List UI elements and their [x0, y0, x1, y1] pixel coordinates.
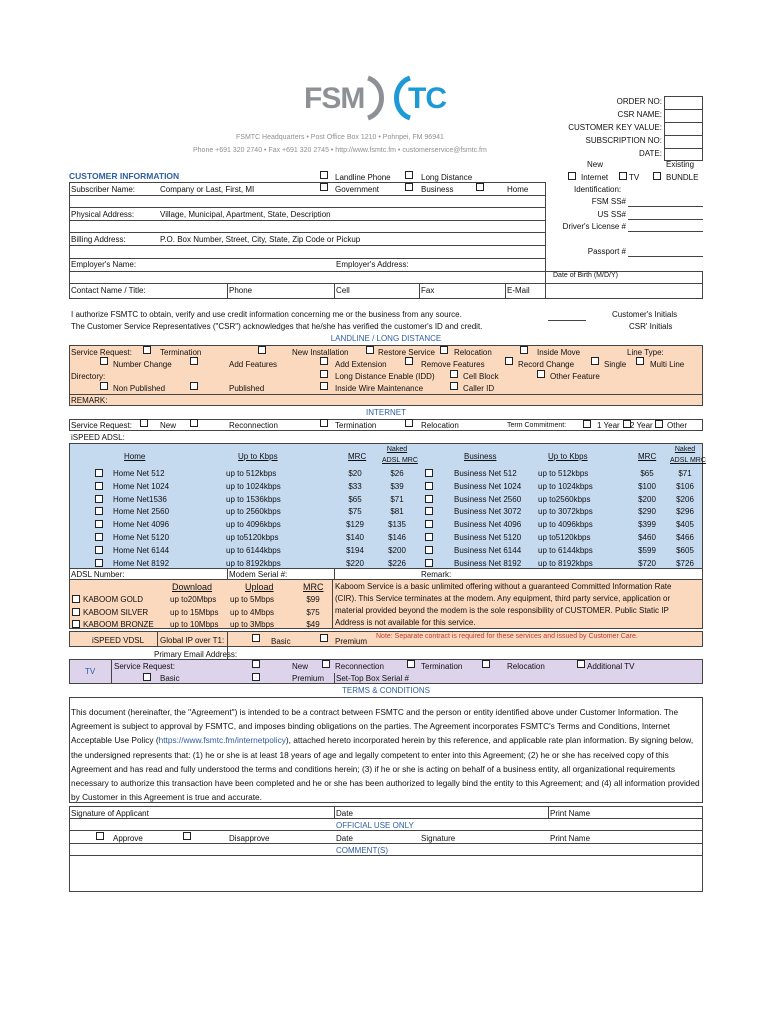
non-published-label: Non Published	[113, 384, 166, 393]
cell-label: Cell	[336, 286, 350, 295]
business-plan-naked: $466	[676, 533, 694, 542]
csr-initials-label: CSR' Initials	[629, 322, 673, 331]
business-plan-speed: up to 1024kbps	[538, 481, 593, 491]
terms-title: TERMS & CONDITIONS	[341, 686, 430, 695]
csr-ack-text: The Customer Service Representatives ("CSR") acknowledges that he/she has verified the customer's ID and credit.	[71, 322, 483, 331]
home-plan-speed: up to 1536kbps	[226, 494, 281, 504]
kaboom-plan-upload: up to 5Mbps	[230, 595, 275, 604]
kaboom-note-3: material provided beyond the modem is the sole responsibility of CUSTOMER. Public Static IP	[335, 606, 669, 615]
kaboom-plan-mrc: $49	[306, 620, 320, 629]
business-plan-name: Business Net 5120	[454, 533, 522, 542]
home-plan-speed: up to 1024kbps	[226, 481, 281, 491]
landline-phone-label: Landline Phone	[335, 173, 391, 182]
email-label: E-Mail	[507, 286, 530, 295]
tv-premium-checkbox[interactable]	[252, 673, 260, 681]
one-year-checkbox[interactable]	[583, 420, 591, 428]
kaboom-plan-download: up to 15Mbps	[170, 607, 219, 617]
one-year-label: 1 Year	[597, 421, 620, 430]
internet-reconnection-label: Reconnection	[229, 421, 278, 430]
home-plan-checkbox[interactable]	[95, 469, 103, 477]
home-plan-mrc: $194	[346, 545, 364, 555]
home-plan-naked: $71	[390, 494, 404, 504]
add-features-checkbox[interactable]	[190, 357, 198, 365]
csr-name-label: CSR NAME:	[617, 110, 662, 119]
home-plan-name: Home Net 2560	[113, 507, 170, 517]
multi-line-label: Multi Line	[650, 360, 685, 369]
record-change-checkbox[interactable]	[505, 357, 513, 365]
add-extension-checkbox[interactable]	[320, 357, 328, 365]
landline-remark-label: REMARK:	[71, 396, 108, 405]
billing-address-field[interactable]: P.O. Box Number, Street, City, State, Zip Code or Pickup	[160, 235, 361, 244]
home-plan-naked: $26	[390, 469, 404, 478]
business-plan-speed: up to 4096kbps	[538, 520, 593, 530]
business-label: Business	[421, 185, 454, 194]
inside-move-checkbox[interactable]	[520, 346, 528, 354]
disapprove-checkbox[interactable]	[183, 832, 191, 840]
ld-enable-label: Long Distance Enable (IDD)	[335, 372, 435, 381]
approve-label: Approve	[113, 834, 143, 843]
inside-wire-checkbox[interactable]	[320, 382, 328, 390]
signature-date-label: Date	[336, 809, 353, 818]
landline-phone-checkbox[interactable]	[320, 171, 328, 179]
line-type-label: Line Type:	[627, 348, 664, 357]
kaboom-download-header: Download	[172, 582, 213, 592]
home-naked-header-1: Naked	[386, 446, 408, 453]
additional-tv-checkbox[interactable]	[577, 660, 585, 668]
internet-new-checkbox[interactable]	[140, 419, 148, 427]
home-plan-name: Home Net 512	[113, 469, 165, 478]
terms-text-part-2: ), attached hereto incorporated herein by this reference, and applicable rate plan information. By signing below, the undersigned represents that: (1) he or she is at least 18 years of age and legally competent to enter into this Agreement; (2) he or she has received copy of this Agreement and has read and fully understood the terms and conditions herein; (3) if he or she is acting on behalf of a business entity, all organizational requirements necessary to authorize this transaction have been completed and he or she has been authorized to legally bind the entity to this Agreement; and (4) all information provided by Customer in this Agreement is true and accurate.	[71, 735, 700, 803]
settop-label: Set-Top Box Serial #	[336, 674, 409, 683]
disapprove-label: Disapprove	[229, 834, 270, 843]
tv-service-request-label: Service Request:	[114, 662, 175, 671]
home-plan-naked: $226	[388, 558, 406, 568]
internet-termination-label: Termination	[335, 421, 377, 430]
home-plan-checkbox[interactable]	[95, 559, 103, 567]
order-existing: Existing	[666, 160, 695, 169]
other-term-label: Other	[667, 421, 688, 430]
home-plan-naked: $39	[390, 481, 404, 491]
landline-remark-row[interactable]	[69, 395, 703, 406]
business-plan-speed: up to 6144kbps	[538, 545, 593, 555]
home-naked-header-2: ADSL MRC	[382, 457, 418, 464]
business-plan-speed: up to5120kbps	[538, 533, 591, 542]
business-plan-mrc: $290	[638, 507, 656, 517]
home-plan-name: Home Net 5120	[113, 533, 170, 542]
business-plan-speed: up to 512kbps	[538, 469, 589, 478]
business-plan-checkbox[interactable]	[425, 520, 433, 528]
landline-termination-checkbox[interactable]	[143, 346, 151, 354]
home-plan-checkbox[interactable]	[95, 482, 103, 490]
kaboom-mrc-header: MRC	[303, 582, 324, 592]
tv-reconnection-label: Reconnection	[335, 662, 384, 671]
add-extension-label: Add Extension	[335, 360, 387, 369]
home-plan-naked: $135	[388, 520, 406, 530]
identification-label: Identification:	[574, 185, 622, 194]
contact-name-label: Contact Name / Title:	[71, 286, 146, 295]
business-plan-naked: $206	[676, 494, 694, 504]
record-change-label: Record Change	[518, 360, 575, 369]
tv-premium-label: Premium	[292, 674, 325, 683]
logo-text-left: FSM	[304, 82, 365, 115]
tv-termination-checkbox[interactable]	[407, 660, 415, 668]
other-feature-label: Other Feature	[550, 372, 600, 381]
kaboom-note-1: Kaboom Service is a basic unlimited offering without a guaranteed Committed Information Rate	[335, 582, 672, 591]
customer-key-label: CUSTOMER KEY VALUE:	[568, 123, 662, 132]
business-plan-naked: $71	[678, 469, 692, 478]
business-plan-mrc: $720	[638, 558, 656, 568]
company-contact: Phone +691 320 2740 • Fax +691 320 2745 • http://www.fsmtc.fm • customerservice@fsmtc.fm	[193, 147, 487, 154]
official-signature-label: Signature	[421, 834, 456, 843]
non-published-checkbox[interactable]	[100, 382, 108, 390]
kaboom-plan-upload: up to 4Mbps	[230, 607, 275, 617]
signature-print-name-label: Print Name	[550, 809, 591, 818]
published-checkbox[interactable]	[190, 382, 198, 390]
tv-checkbox[interactable]	[619, 172, 627, 180]
bundle-checkbox[interactable]	[653, 172, 661, 180]
home-plan-naked: $200	[388, 545, 406, 555]
dob-label: Date of Birth (M/D/Y)	[553, 272, 618, 279]
tv-new-checkbox[interactable]	[252, 660, 260, 668]
home-plan-mrc: $33	[348, 481, 362, 491]
home-plan-name: Home Net 4096	[113, 520, 170, 530]
home-plan-mrc: $220	[346, 558, 364, 568]
vdsl-note: Note: Separate contract is required for these services and issued by Customer Care.	[376, 633, 638, 640]
home-plan-speed: up to 6144kbps	[226, 545, 281, 555]
tv-new-label: New	[292, 662, 309, 671]
business-plan-name: Business Net 6144	[454, 545, 522, 555]
business-plan-name: Business Net 4096	[454, 520, 522, 530]
caller-id-checkbox[interactable]	[450, 382, 458, 390]
home-plan-name: Home Net 6144	[113, 545, 170, 555]
terms-text-part-1: This document (hereinafter, the "Agreement") is intended to be a contract between FSMTC and the person or entity identified above under Customer Information. The Agreement is subject to approval by FSMTC, and imposes binding obligations on the parties. The Agreement incorporates FSMTC's Terms and Conditions, Internet Acceptable Use Policy (	[71, 707, 679, 746]
tv-label: TV	[85, 667, 96, 676]
home-plan-speed: up to5120kbps	[226, 533, 279, 542]
logo-text-right: TC	[408, 82, 446, 115]
billing-address-label: Billing Address:	[71, 235, 126, 244]
add-features-label: Add Features	[229, 360, 278, 369]
customer-info-title: CUSTOMER INFORMATION	[69, 171, 180, 181]
home-mrc-header: MRC	[348, 452, 367, 461]
home-plan-name: Home Net 1024	[113, 481, 170, 491]
business-plan-mrc: $200	[638, 494, 656, 504]
bundle-label: BUNDLE	[666, 173, 699, 182]
home-upto-header: Up to Kbps	[238, 452, 278, 461]
business-plan-mrc: $100	[638, 481, 656, 491]
subscriber-name-field[interactable]: Company or Last, First, MI	[160, 185, 255, 194]
internet-label: Internet	[581, 173, 609, 182]
restore-service-checkbox[interactable]	[366, 346, 374, 354]
business-plan-speed: up to2560kbps	[538, 494, 591, 504]
kaboom-upload-header: Upload	[245, 582, 274, 592]
kaboom-note-2: (CIR). This Service terminates at the modem. Any equipment, third party service, application or	[335, 594, 671, 603]
home-plan-speed: up to 8192kbps	[226, 558, 281, 568]
business-plan-checkbox[interactable]	[425, 469, 433, 477]
home-plan-speed: up to 512kbps	[226, 469, 277, 478]
adsl-number-row	[69, 569, 703, 580]
kaboom-plan-download: up to 10Mbps	[170, 620, 219, 629]
vdsl-premium-label: Premium	[335, 637, 368, 646]
ld-enable-checkbox[interactable]	[320, 370, 328, 378]
company-address: FSMTC Headquarters • Post Office Box 1210 • Pohnpei, FM 96941	[236, 134, 444, 141]
business-plan-speed: up to 3072kbps	[538, 507, 593, 517]
employer-name-label: Employer's Name:	[71, 260, 137, 269]
business-plan-naked: $405	[676, 520, 694, 530]
official-date-label: Date	[336, 834, 353, 843]
business-upto-header: Up to Kbps	[548, 452, 588, 461]
home-plan-checkbox[interactable]	[95, 546, 103, 554]
landline-service-request-label: Service Request:	[71, 348, 132, 357]
government-label: Government	[335, 185, 380, 194]
internet-checkbox[interactable]	[568, 172, 576, 180]
landline-relocation-label: Relocation	[454, 348, 492, 357]
cell-block-label: Cell Block	[463, 372, 499, 381]
internet-reconnection-checkbox[interactable]	[190, 419, 198, 427]
internet-relocation-label: Relocation	[421, 421, 459, 430]
modem-serial-label: Modem Serial #:	[229, 570, 288, 579]
long-distance-label: Long Distance	[421, 173, 473, 182]
business-plan-checkbox[interactable]	[425, 533, 433, 541]
home-plan-mrc: $75	[348, 507, 362, 517]
order-new: New	[587, 160, 604, 169]
other-feature-checkbox[interactable]	[537, 370, 545, 378]
published-label: Published	[229, 384, 265, 393]
home-header: Home	[124, 452, 146, 461]
kaboom-plan-mrc: $75	[306, 607, 320, 617]
ispeed-vdsl-label: iSPEED VDSL	[92, 636, 145, 645]
kaboom-plan-checkbox[interactable]	[72, 608, 80, 616]
landline-section-title: LANDLINE / LONG DISTANCE	[330, 334, 442, 343]
internet-relocation-checkbox[interactable]	[405, 419, 413, 427]
fsm-ss-label: FSM SS#	[591, 197, 626, 206]
landline-relocation-checkbox[interactable]	[440, 346, 448, 354]
business-plan-naked: $296	[676, 507, 694, 517]
business-naked-header-1: Naked	[674, 446, 696, 453]
internet-new-label: New	[160, 421, 177, 430]
single-line-label: Single	[604, 360, 627, 369]
business-plan-name: Business Net 512	[454, 469, 517, 478]
drivers-license-label: Driver's License #	[562, 222, 626, 231]
business-plan-name: Business Net 2560	[454, 494, 522, 504]
vdsl-basic-label: Basic	[271, 637, 291, 646]
official-print-name-label: Print Name	[550, 834, 591, 843]
business-plan-checkbox[interactable]	[425, 546, 433, 554]
internet-termination-checkbox[interactable]	[320, 419, 328, 427]
ispeed-adsl-label: iSPEED ADSL:	[71, 433, 125, 442]
business-plan-mrc: $599	[638, 545, 656, 555]
long-distance-checkbox[interactable]	[405, 171, 413, 179]
remove-features-label: Remove Features	[421, 360, 485, 369]
logo	[304, 72, 464, 122]
physical-address-field[interactable]: Village, Municipal, Apartment, State, Description	[160, 210, 331, 219]
kaboom-plan-download: up to20Mbps	[170, 595, 217, 604]
internet-remark-label: Remark:	[421, 570, 452, 579]
internet-section-title: INTERNET	[366, 408, 406, 417]
home-plan-naked: $146	[388, 533, 406, 542]
kaboom-plan-name: KABOOM SILVER	[83, 607, 149, 617]
two-year-label: 2 Year	[630, 421, 653, 430]
business-plan-naked: $605	[676, 545, 694, 555]
home-label: Home	[507, 185, 529, 194]
signature-applicant-label: Signature of Applicant	[71, 809, 149, 818]
business-mrc-header: MRC	[638, 452, 657, 461]
cell-block-checkbox[interactable]	[450, 370, 458, 378]
inside-move-label: Inside Move	[537, 348, 581, 357]
vdsl-basic-checkbox[interactable]	[252, 634, 260, 642]
business-plan-checkbox[interactable]	[425, 507, 433, 515]
restore-service-label: Restore Service	[378, 348, 435, 357]
home-plan-speed: up to 2560kbps	[226, 507, 281, 517]
kaboom-plan-upload: up to 3Mbps	[230, 620, 275, 629]
vdsl-premium-checkbox[interactable]	[320, 634, 328, 642]
order-no-label: ORDER NO:	[616, 97, 662, 106]
kaboom-note-4: Address is not available for this service.	[335, 618, 476, 627]
business-plan-naked: $726	[676, 558, 694, 568]
business-naked-header-2: ADSL MRC	[670, 457, 706, 464]
us-ss-label: US SS#	[597, 210, 626, 219]
landline-new-install-checkbox[interactable]	[258, 346, 266, 354]
passport-label: Passport #	[587, 247, 626, 256]
home-plan-name: Home Net1536	[113, 494, 167, 504]
home-plan-naked: $81	[390, 507, 404, 517]
kaboom-plan-checkbox[interactable]	[72, 620, 80, 628]
business-plan-checkbox[interactable]	[425, 482, 433, 490]
business-plan-name: Business Net 1024	[454, 481, 522, 491]
home-plan-checkbox[interactable]	[95, 533, 103, 541]
single-line-checkbox[interactable]	[591, 357, 599, 365]
business-plan-name: Business Net 3072	[454, 507, 522, 517]
adsl-number-label: ADSL Number:	[71, 570, 125, 579]
home-plan-name: Home Net 8192	[113, 558, 170, 568]
home-plan-mrc: $129	[346, 520, 364, 530]
business-plan-checkbox[interactable]	[425, 559, 433, 567]
business-plan-checkbox[interactable]	[425, 495, 433, 503]
directory-label: Directory:	[71, 372, 106, 381]
kaboom-plan-mrc: $99	[306, 595, 320, 604]
home-plan-mrc: $65	[348, 494, 362, 504]
business-plan-mrc: $65	[640, 469, 654, 478]
home-plan-checkbox[interactable]	[95, 520, 103, 528]
tv-reconnection-checkbox[interactable]	[322, 660, 330, 668]
multi-line-checkbox[interactable]	[636, 357, 644, 365]
kaboom-plan-name: KABOOM GOLD	[83, 595, 144, 604]
internet-service-request-label: Service Request:	[71, 421, 132, 430]
subscriber-name-label: Subscriber Name:	[71, 185, 136, 194]
fax-label: Fax	[421, 286, 435, 295]
employer-address-label: Employer's Address:	[336, 260, 409, 269]
terms-text	[71, 705, 701, 804]
business-plan-name: Business Net 8192	[454, 558, 522, 568]
remove-features-checkbox[interactable]	[405, 357, 413, 365]
number-change-label: Number Change	[113, 360, 172, 369]
tv-label: TV	[629, 173, 640, 182]
other-term-checkbox[interactable]	[655, 420, 663, 428]
tv-relocation-checkbox[interactable]	[482, 660, 490, 668]
inside-wire-label: Inside Wire Maintenance	[335, 384, 424, 393]
business-plan-speed: up to 8192kbps	[538, 558, 593, 568]
kaboom-plan-checkbox[interactable]	[72, 595, 80, 603]
customer-initials-label: Customer's Initials	[612, 310, 678, 319]
primary-email-label: Primary Email Address:	[154, 650, 238, 659]
home-plan-speed: up to 4096kbps	[226, 520, 281, 530]
logo-mark-icon	[364, 74, 414, 122]
global-ip-label: Global IP over T1:	[160, 636, 225, 645]
home-plan-checkbox[interactable]	[95, 495, 103, 503]
subscription-no-label: SUBSCRIPTION NO:	[585, 136, 662, 145]
tv-basic-label: Basic	[160, 674, 180, 683]
home-plan-checkbox[interactable]	[95, 507, 103, 515]
term-commitment-label: Term Commitment:	[507, 422, 567, 429]
date-label: DATE:	[639, 149, 662, 158]
landline-new-install-label: New Installation	[292, 348, 349, 357]
caller-id-label: Caller ID	[463, 384, 495, 393]
business-plan-mrc: $399	[638, 520, 656, 530]
tv-relocation-label: Relocation	[507, 662, 545, 671]
business-header: Business	[464, 452, 497, 461]
tv-termination-label: Termination	[421, 662, 463, 671]
kaboom-plan-name: KABOOM BRONZE	[83, 620, 154, 629]
business-plan-naked: $106	[676, 481, 694, 491]
additional-tv-label: Additional TV	[587, 662, 635, 671]
order-fields-box[interactable]	[664, 96, 703, 161]
physical-address-label: Physical Address:	[71, 210, 135, 219]
comments-label: COMMENT(S)	[336, 846, 388, 855]
approve-checkbox[interactable]	[96, 832, 104, 840]
official-use-label: OFFICIAL USE ONLY	[336, 821, 414, 830]
home-plan-mrc: $140	[346, 533, 364, 542]
phone-label: Phone	[229, 286, 253, 295]
internet-policy-link[interactable]: https://www.fsmtc.fm/internetpolicy	[158, 735, 286, 746]
tv-basic-checkbox[interactable]	[143, 673, 151, 681]
number-change-checkbox[interactable]	[100, 357, 108, 365]
business-plan-mrc: $460	[638, 533, 656, 542]
home-plan-mrc: $20	[348, 469, 362, 478]
authorize-text: I authorize FSMTC to obtain, verify and use credit information concerning me or the business from any source.	[71, 310, 462, 319]
landline-termination-label: Termination	[160, 348, 202, 357]
